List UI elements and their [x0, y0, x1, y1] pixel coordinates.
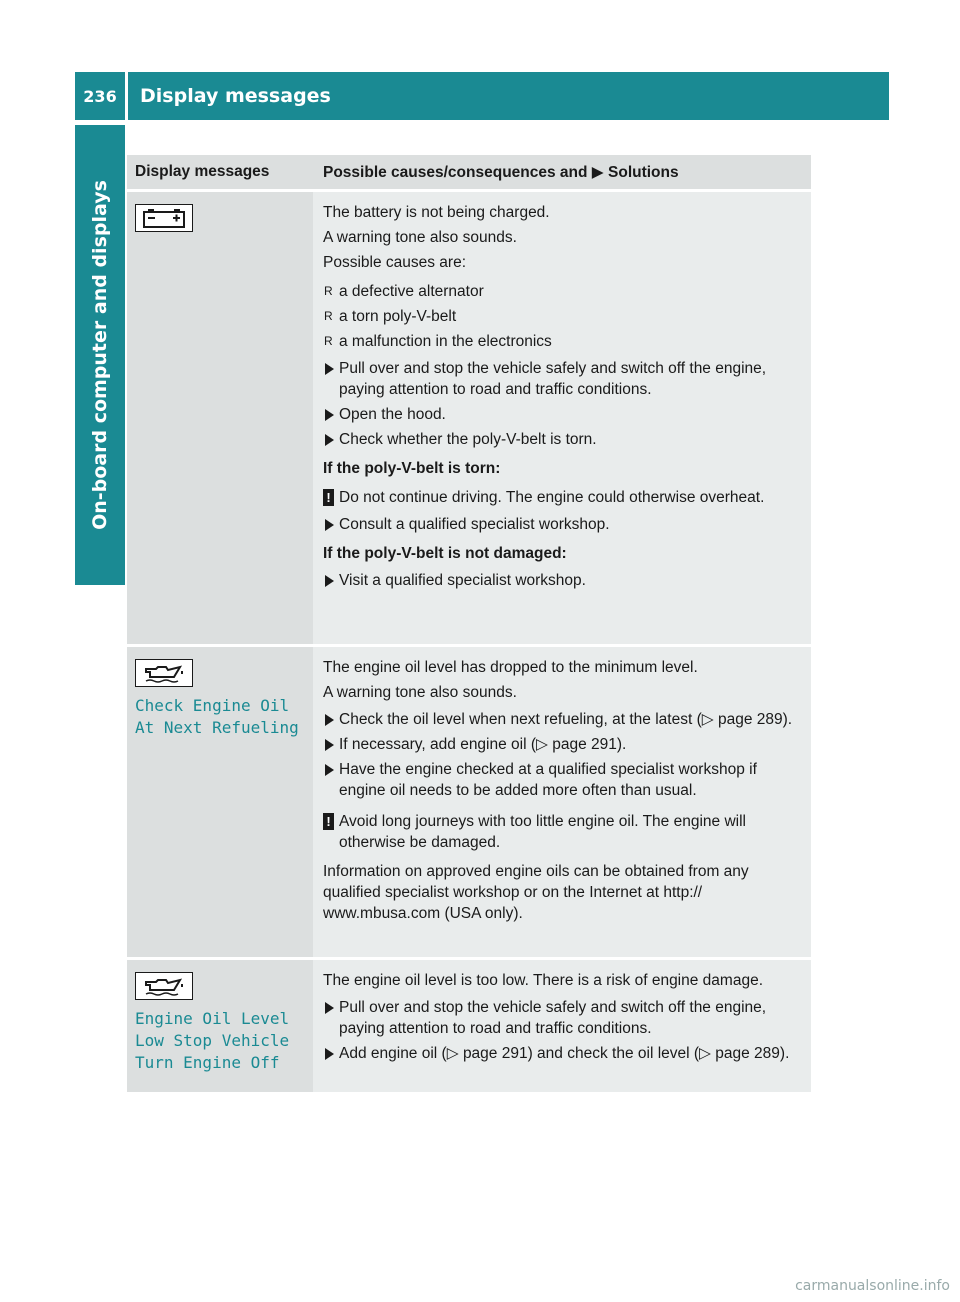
watermark: carmanualsonline.info: [795, 1278, 950, 1294]
step-item: Have the engine checked at a qualified specialist workshop if engine oil needs to be added more often than usual.: [323, 759, 805, 801]
bullet-item: R a torn poly-V-belt: [323, 306, 805, 327]
step-item: Pull over and stop the vehicle safely and switch off the engine, paying attention to road and traffic conditions.: [323, 997, 805, 1039]
display-messages-table: [127, 155, 811, 1092]
table-header-row: [127, 155, 811, 189]
page-number: 236: [75, 72, 125, 120]
step-item: Visit a qualified specialist workshop.: [323, 570, 805, 591]
display-line: Check Engine Oil: [135, 696, 290, 715]
text-line: Information on approved engine oils can be obtained from any qualified specialist workshop or on the Internet at http:// www.mbusa.com (USA only).: [323, 863, 749, 922]
step-item: Add engine oil (▷ page 291) and check the oil level (▷ page 289).: [323, 1043, 805, 1064]
warning-text: Avoid long journeys with too little engine oil. The engine will otherwise be damaged.: [339, 813, 746, 851]
warning-icon: !: [323, 489, 334, 506]
section-label: On-board computer and displays: [89, 180, 111, 530]
display-message: [135, 1008, 305, 1074]
table-row: [127, 960, 811, 1092]
condition-heading: If the poly-V-belt is not damaged:: [323, 545, 567, 562]
table-row: [127, 647, 811, 957]
bullet-item: R a defective alternator: [323, 281, 805, 302]
step-item: Check whether the poly-V-belt is torn.: [323, 429, 805, 450]
text-line: The engine oil level is too low. There is a risk of engine damage.: [323, 972, 763, 989]
oil-can-icon: [135, 659, 193, 687]
text-line: A warning tone also sounds.: [323, 229, 517, 246]
oil-can-icon: [135, 972, 193, 1000]
solution-cell: [313, 647, 811, 957]
condition-heading: If the poly-V-belt is torn:: [323, 460, 501, 477]
col-header-display-messages: Display messages: [127, 155, 313, 189]
step-item: If necessary, add engine oil (▷ page 291).: [323, 734, 805, 755]
step-item: Consult a qualified specialist workshop.: [323, 514, 805, 535]
col-header-solutions: Possible causes/consequences and ▶ Solutions: [313, 155, 811, 189]
warning-icon: !: [323, 813, 334, 830]
solution-cell: [313, 192, 811, 644]
warning-text: Do not continue driving. The engine could otherwise overheat.: [339, 489, 765, 506]
display-message: [135, 695, 305, 739]
display-line: At Next Refueling: [135, 718, 299, 737]
bullet-item: R a malfunction in the electronics: [323, 331, 805, 352]
warning-note: [323, 811, 805, 853]
text-line: A warning tone also sounds.: [323, 684, 517, 701]
text-line: The battery is not being charged.: [323, 204, 550, 221]
text-line: The engine oil level has dropped to the minimum level.: [323, 659, 698, 676]
display-cell: [127, 647, 313, 957]
step-item: Pull over and stop the vehicle safely and switch off the engine, paying attention to road and traffic conditions.: [323, 358, 805, 400]
display-line: Engine Oil Level: [135, 1009, 290, 1028]
table-row: [127, 192, 811, 644]
step-item: Check the oil level when next refueling, at the latest (▷ page 289).: [323, 709, 805, 730]
display-cell: [127, 192, 313, 644]
solution-cell: [313, 960, 811, 1092]
warning-note: [323, 487, 805, 508]
step-item: Open the hood.: [323, 404, 805, 425]
page-title: Display messages: [128, 72, 889, 120]
text-line: Possible causes are:: [323, 254, 467, 271]
battery-icon: [135, 204, 193, 232]
display-line: Turn Engine Off: [135, 1053, 280, 1072]
display-cell: [127, 960, 313, 1092]
display-line: Low Stop Vehicle: [135, 1031, 290, 1050]
